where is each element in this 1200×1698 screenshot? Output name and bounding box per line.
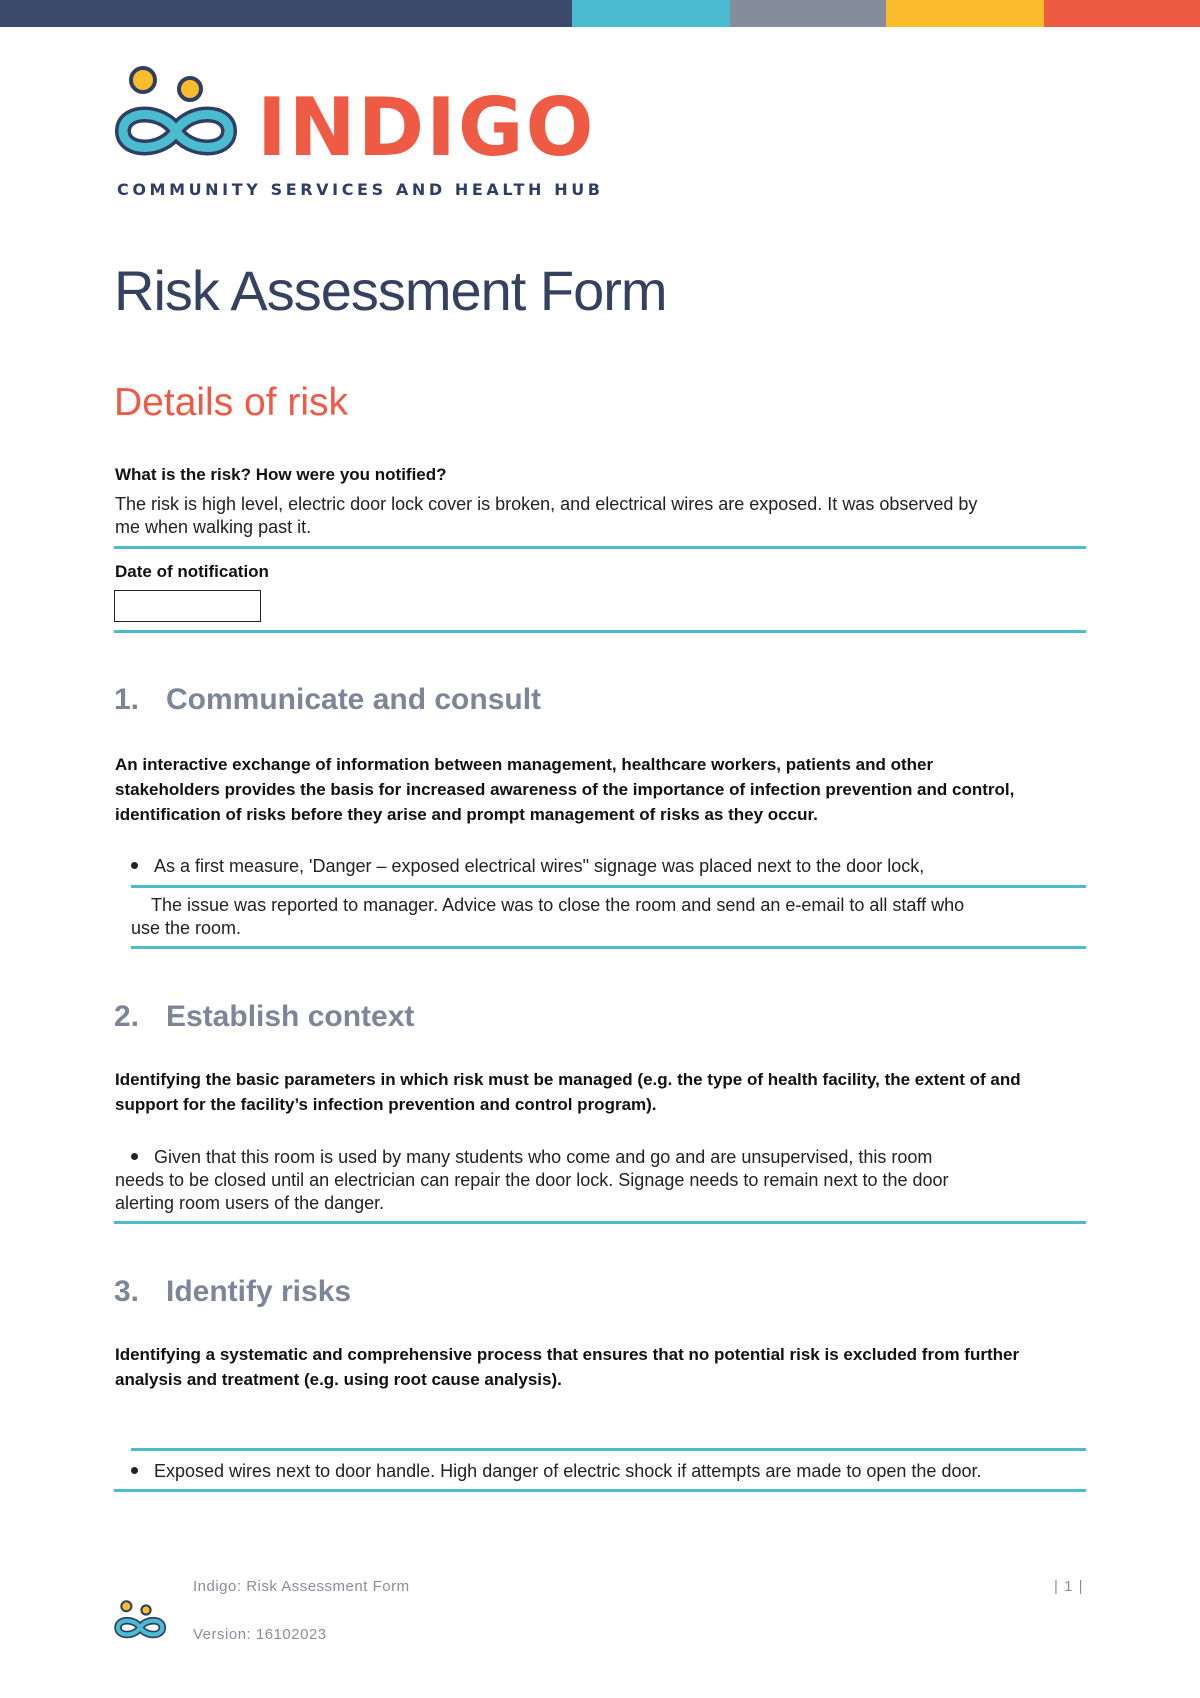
desc-line: An interactive exchange of information between management, healthcare workers, patients and other xyxy=(115,755,934,774)
footer-version: Version: 16102023 xyxy=(193,1626,327,1643)
date-label: Date of notification xyxy=(115,562,269,581)
section-1-bullet[interactable] xyxy=(131,855,924,878)
section-number: 3. xyxy=(114,1275,140,1308)
page-number: | 1 | xyxy=(1054,1578,1084,1595)
desc-line: Identifying the basic parameters in which risk must be managed (e.g. the type of health facility, the extent of and xyxy=(115,1070,1021,1089)
divider xyxy=(114,1221,1086,1224)
bar-segment-coral xyxy=(1044,0,1200,27)
bar-segment-navy xyxy=(0,0,572,27)
desc-line: stakeholders provides the basis for increased awareness of the importance of infection prevention and control, xyxy=(115,780,1015,799)
page-title: Risk Assessment Form xyxy=(114,259,667,322)
bullet-icon xyxy=(131,1153,138,1160)
bar-segment-yellow xyxy=(886,0,1044,27)
bar-segment-teal xyxy=(572,0,730,27)
bar-segment-grey xyxy=(730,0,886,27)
section-2-bullet[interactable] xyxy=(131,1146,932,1169)
section-3-heading xyxy=(114,1275,351,1309)
divider xyxy=(131,885,1086,888)
bullet-text: Given that this room is used by many students who come and go and are unsupervised, this room xyxy=(154,1147,933,1167)
risk-answer-line-1[interactable]: The risk is high level, electric door lock cover is broken, and electrical wires are exposed. It was observed by xyxy=(115,494,978,514)
section-2-description xyxy=(115,1067,1090,1117)
divider xyxy=(114,546,1086,549)
brand-tagline: COMMUNITY SERVICES AND HEALTH HUB xyxy=(117,180,604,199)
section-title: Establish context xyxy=(166,1000,415,1033)
section-1-note-line-2[interactable]: use the room. xyxy=(131,918,242,938)
section-number: 2. xyxy=(114,1000,140,1033)
desc-line: support for the facility’s infection prevention and control program). xyxy=(115,1095,657,1114)
section-1-note-line-1[interactable] xyxy=(131,894,964,917)
date-input[interactable] xyxy=(114,590,261,622)
section-title: Identify risks xyxy=(166,1275,352,1308)
section-2-bullet-line-2[interactable]: needs to be closed until an electrician can repair the door lock. Signage needs to remain next to the door xyxy=(115,1170,949,1190)
divider xyxy=(131,1448,1086,1451)
section-title: Communicate and consult xyxy=(166,683,542,716)
bullet-icon xyxy=(131,862,138,869)
bullet-text: As a first measure, 'Danger – exposed electrical wires" signage was placed next to the door lock, xyxy=(154,856,925,876)
risk-answer-line-2[interactable]: me when walking past it. xyxy=(115,517,312,537)
section-1-heading xyxy=(114,683,541,717)
section-2-heading xyxy=(114,1000,414,1034)
top-color-bar xyxy=(0,0,1200,27)
note-text: The issue was reported to manager. Advice was to close the room and send an e-email to all staff who xyxy=(151,895,965,915)
section-number: 1. xyxy=(114,683,140,716)
divider xyxy=(114,1489,1086,1492)
section-1-description xyxy=(115,752,1090,827)
desc-line: analysis and treatment (e.g. using root cause analysis). xyxy=(115,1370,562,1389)
risk-question-label: What is the risk? How were you notified? xyxy=(115,465,447,484)
footer-doc-title: Indigo: Risk Assessment Form xyxy=(193,1578,410,1595)
divider xyxy=(131,946,1086,949)
section-3-bullet[interactable] xyxy=(131,1460,981,1483)
section-3-description xyxy=(115,1342,1090,1392)
footer-logo-icon xyxy=(113,1600,169,1646)
bullet-text: Exposed wires next to door handle. High danger of electric shock if attempts are made to open the door. xyxy=(154,1461,982,1481)
brand-name: INDIGO xyxy=(257,81,596,174)
desc-line: Identifying a systematic and comprehensive process that ensures that no potential risk is excluded from further xyxy=(115,1345,1020,1364)
section-2-bullet-line-3[interactable]: alerting room users of the danger. xyxy=(115,1193,385,1213)
infinity-people-icon xyxy=(113,65,243,175)
bullet-icon xyxy=(131,1467,138,1474)
divider xyxy=(114,630,1086,633)
desc-line: identification of risks before they arise and prompt management of risks as they occur. xyxy=(115,805,818,824)
details-heading: Details of risk xyxy=(114,381,349,424)
